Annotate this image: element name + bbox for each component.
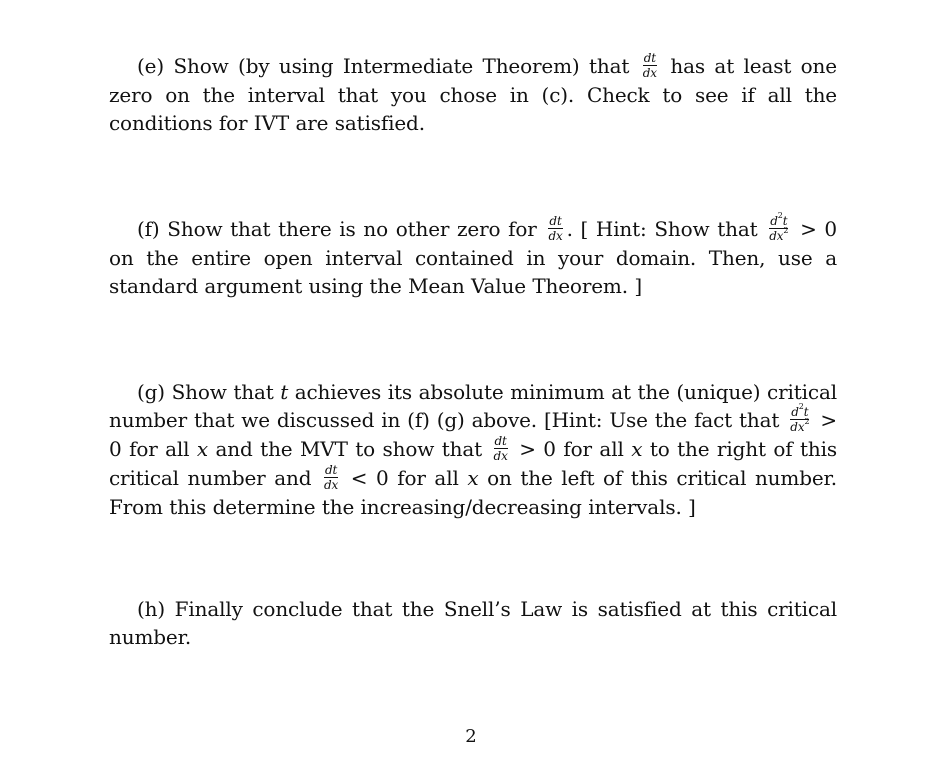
fraction-denominator: dx — [642, 66, 657, 80]
fraction-denominator: dx — [493, 449, 508, 463]
fraction-numerator-tail: t — [803, 405, 809, 419]
dt-dx-fraction — [323, 464, 339, 491]
fraction-denominator-exponent: 2 — [783, 226, 789, 235]
problem-part-g — [109, 378, 837, 521]
part-e-text-2: has at least one zero on the interval that you chose in (c). Check to see if all the conditions for IVT are satisfied. — [109, 54, 837, 135]
fraction-numerator: dt — [494, 434, 507, 448]
dt-dx-fraction — [547, 215, 563, 242]
fraction-denominator: dx — [548, 229, 563, 243]
part-g-text-4: and the MVT to show that — [215, 437, 483, 461]
problem-part-e — [109, 52, 837, 137]
fraction-denominator-base: dx — [790, 420, 805, 434]
variable-x: x — [467, 466, 479, 490]
fraction-numerator-exponent: 2 — [798, 402, 804, 411]
part-g-text-1: Show that — [171, 380, 274, 404]
part-g-text-5: > 0 for all — [519, 437, 624, 461]
part-g-text-7: < 0 for all — [350, 466, 459, 490]
variable-x: x — [196, 437, 209, 461]
part-f-text-2: . [ Hint: Show that — [566, 217, 758, 241]
dt-dx-fraction — [642, 52, 658, 79]
second-derivative-fraction — [768, 211, 789, 243]
part-f-text-1: Show that there is no other zero for — [167, 217, 537, 241]
part-g-label: (g) — [137, 380, 165, 404]
part-f-label: (f) — [137, 217, 160, 241]
fraction-numerator: dt — [643, 51, 656, 65]
dt-dx-fraction — [493, 435, 509, 462]
fraction-numerator-base: d — [770, 214, 778, 228]
problem-part-f — [109, 211, 837, 300]
part-h-text: Finally conclude that the Snell’s Law is satisfied at this critical number. — [109, 597, 837, 649]
fraction-denominator-base: dx — [769, 229, 784, 243]
fraction-denominator: dx — [324, 478, 339, 492]
fraction-numerator-exponent: 2 — [777, 211, 783, 220]
part-f-text-3: > 0 on the entire open interval contained in your domain. Then, use a standard argument using the Mean Value Theorem. ] — [109, 217, 837, 298]
fraction-numerator-base: d — [791, 405, 799, 419]
part-e-text-1: Show (by using Intermediate Theorem) that — [173, 54, 630, 78]
problem-part-h — [109, 595, 837, 651]
part-g-text-6: to the right of this critical number and — [109, 437, 837, 490]
part-g-text-2: achieves its absolute minimum at the (unique) critical number that we discussed in (f) (g) above. [Hint: Use the fact that — [109, 380, 837, 432]
variable-t: t — [280, 380, 289, 404]
fraction-numerator: dt — [324, 463, 338, 477]
fraction-denominator-exponent: 2 — [804, 417, 810, 426]
part-h-label: (h) — [137, 597, 166, 621]
fraction-numerator: dt — [549, 214, 562, 228]
part-g-text-3: > 0 for all — [109, 408, 837, 461]
fraction-denominator — [789, 417, 810, 434]
part-g-text-8: on the left of this critical number. From this determine the increasing/decreasing intervals. ] — [109, 466, 837, 519]
second-derivative-fraction — [789, 402, 810, 434]
part-e-label: (e) — [137, 54, 164, 78]
variable-x: x — [631, 437, 643, 461]
page-number: 2 — [465, 726, 477, 747]
fraction-denominator — [768, 226, 789, 243]
fraction-numerator-tail: t — [782, 214, 788, 228]
